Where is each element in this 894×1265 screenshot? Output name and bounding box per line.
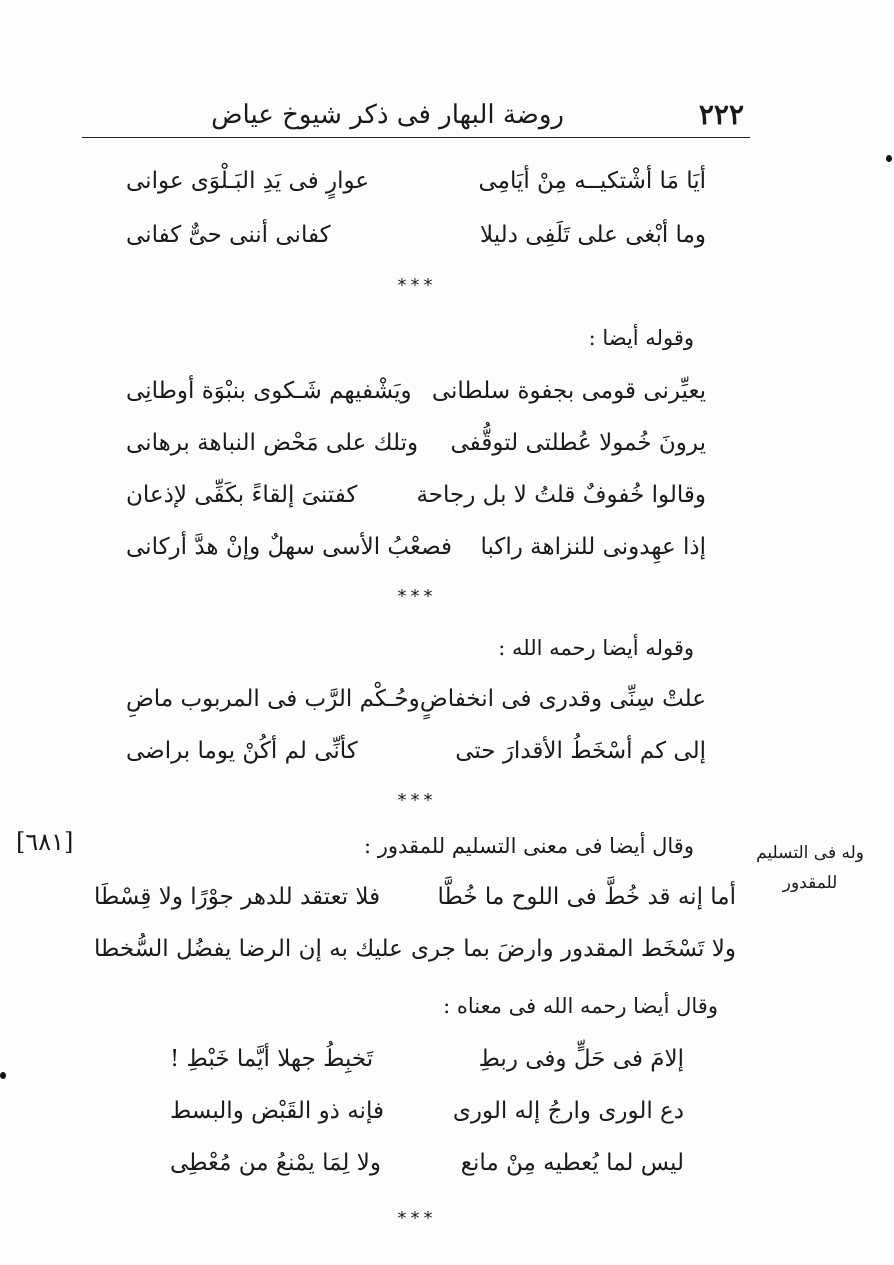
verse-hemistich: كفتنىَ إلقاءً بكَفِّى لإذعان bbox=[126, 482, 358, 508]
header-rule bbox=[82, 137, 750, 138]
verse-hemistich: وقالوا خُفوفٌ قلتُ لا بل رجاحة bbox=[416, 482, 706, 508]
running-header-title: روضة البهار فى ذكر شيوخ عياض bbox=[211, 100, 564, 130]
verse-hemistich: أما إنه قد خُطَّ فى اللوح ما خُطَّا bbox=[437, 884, 736, 910]
verse-hemistich: أيَا مَا أشْتكيــه مِنْ أيَامِى bbox=[478, 168, 706, 194]
verse-hemistich: فإنه ذو القَبْض والبسط bbox=[170, 1098, 384, 1124]
verse-hemistich: كفانى أننى حىٌّ كفانى bbox=[126, 222, 331, 248]
scan-speck bbox=[0, 1072, 6, 1079]
verse-hemistich: تَخبِطُ جهلا أيَّما خَبْطِ ! bbox=[170, 1046, 374, 1072]
section-divider: *** bbox=[397, 1208, 437, 1229]
verse-hemistich: ولا تَسْخَط المقدور وارضَ بما جرى bbox=[410, 936, 736, 962]
verse-hemistich: إلامَ فى حَلٍّ وفى ربطِ bbox=[478, 1046, 684, 1072]
verse-hemistich: فصعْبُ الأسى سهلٌ وإنْ هدَّ أركانى bbox=[126, 534, 453, 560]
margin-note bbox=[756, 838, 864, 898]
section-divider: *** bbox=[397, 275, 437, 296]
verse-hemistich: دع الورى وارجُ إله الورى bbox=[452, 1098, 684, 1124]
poem-intro: وقال أيضا رحمه الله فى معناه : bbox=[443, 994, 718, 1018]
margin-note-line: وله فى التسليم bbox=[756, 843, 864, 863]
verse-hemistich: عوارٍ فى يَدِ البَـلْوَى عوانى bbox=[126, 168, 370, 194]
verse-hemistich: وحُـكْم الرَّب فى المربوب ماضِ bbox=[126, 686, 420, 712]
page-number: ٢٢٢ bbox=[698, 98, 744, 131]
poem-intro: وقال أيضا فى معنى التسليم للمقدور : bbox=[363, 834, 694, 858]
scan-speck bbox=[886, 155, 892, 162]
verse-hemistich: إذا عهِدونى للنزاهة راكبا bbox=[480, 534, 706, 560]
verse-hemistich: فلا تعتقد للدهر جوْرًا ولا قِسْطَا bbox=[94, 884, 381, 910]
verse-hemistich: علتْ سِنِّى وقدرى فى انخفاضٍ bbox=[419, 686, 706, 712]
verse-hemistich: ولا لِمَا يمْنعُ من مُعْطِى bbox=[170, 1150, 381, 1176]
verse-hemistich: ليس لما يُعطيه مِنْ مانع bbox=[460, 1150, 684, 1176]
verse-hemistich: كأنِّى لم أكُنْ يوما براضى bbox=[126, 738, 358, 764]
verse-hemistich: عليك به إن الرضا يفضُل السُّخطا bbox=[94, 936, 403, 962]
verse-hemistich: وتلك على مَحْض النباهة برهانى bbox=[126, 430, 419, 456]
manuscript-page-marker: [٦٨١] bbox=[16, 828, 74, 856]
section-divider: *** bbox=[397, 586, 437, 607]
verse-hemistich: وما أبْغى على تَلَفِى دليلا bbox=[480, 222, 706, 248]
section-divider: *** bbox=[397, 790, 437, 811]
verse-hemistich: إلى كم أسْخَطُ الأقدارَ حتى bbox=[455, 738, 706, 764]
verse-hemistich: ويَشْفيهم شَـكوى بنبْوَة أوطانِى bbox=[126, 378, 412, 404]
poem-intro: وقوله أيضا رحمه الله : bbox=[498, 636, 694, 660]
margin-note-line: للمقدور bbox=[782, 873, 838, 893]
verse-hemistich: يرونَ خُمولا عُطلتى لتوقُّفى bbox=[450, 430, 706, 456]
verse-hemistich: يعيِّرنى قومى بجفوة سلطانى bbox=[431, 378, 706, 404]
poem-intro: وقوله أيضا : bbox=[588, 326, 694, 350]
